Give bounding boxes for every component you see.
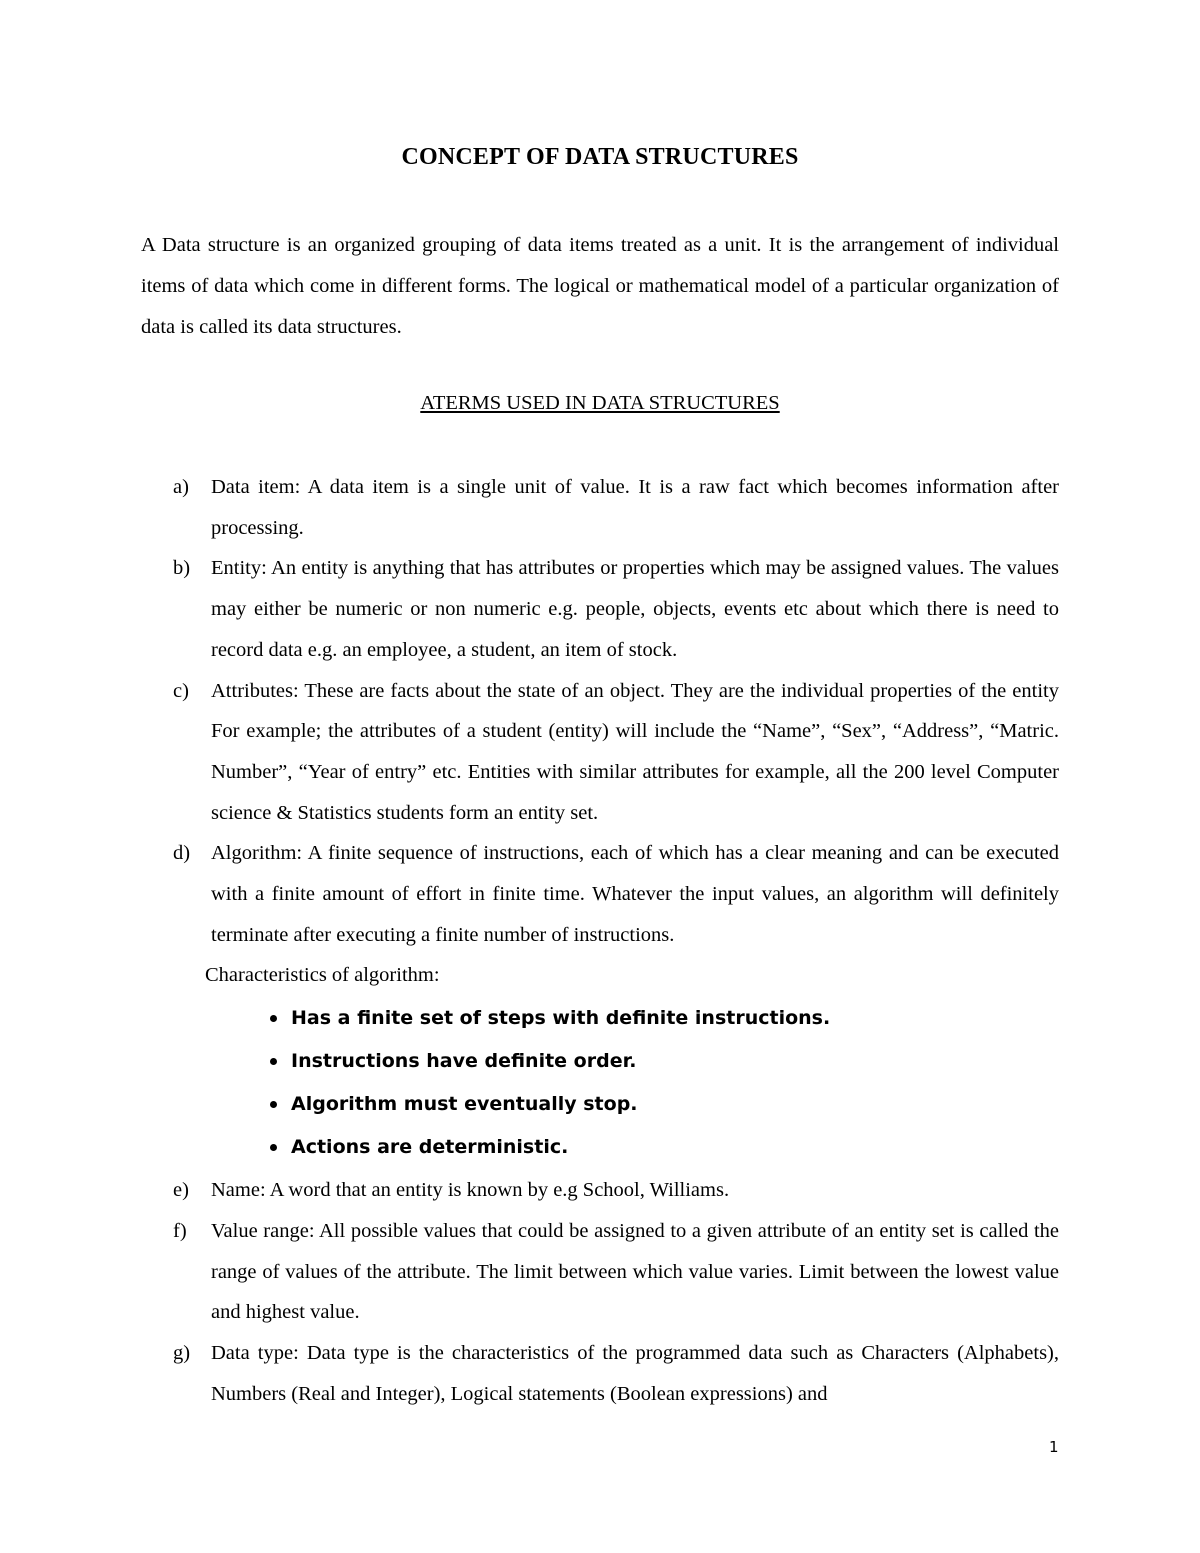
bullet-text: Has a finite set of steps with definite instructions. <box>291 1007 831 1030</box>
list-item <box>211 997 1059 1040</box>
characteristics-heading: Characteristics of algorithm: <box>205 964 440 987</box>
bullet-icon <box>270 1101 277 1108</box>
page-title: CONCEPT OF DATA STRUCTURES <box>401 144 799 170</box>
list-item <box>211 1083 1059 1126</box>
term-name <box>141 1170 1059 1211</box>
term-text: Name: A word that an entity is known by e.g School, Williams. <box>211 1179 730 1202</box>
list-marker: e) <box>173 1179 189 1202</box>
list-marker: g) <box>173 1341 191 1364</box>
term-text: Data type: Data type is the characteristics of the programmed data such as Characters (Alphabets), Numbers (Real and Integer), Logical statements (Boolean expressions) and <box>211 1341 1059 1405</box>
list-marker: b) <box>173 557 191 580</box>
list-marker: f) <box>173 1219 187 1242</box>
list-item <box>211 1126 1059 1169</box>
list-marker: c) <box>173 679 189 702</box>
list-marker: d) <box>173 842 191 865</box>
bullet-icon <box>270 1058 277 1065</box>
term-attributes <box>141 671 1059 834</box>
bullet-text: Algorithm must eventually stop. <box>291 1093 638 1116</box>
intro-paragraph: A Data structure is an organized grouping of data items treated as a unit. It is the arrangement of individual items of data which come in different forms. The logical or mathematical model of a particular organization of data is called its data structures. <box>141 234 1059 338</box>
term-data-item <box>141 467 1059 548</box>
bullet-text: Instructions have definite order. <box>291 1050 637 1073</box>
term-text: Algorithm: A finite sequence of instructions, each of which has a clear meaning and can be executed with a finite amount of effort in finite time. Whatever the input values, an algorithm will definitely terminate after executing a finite number of instructions. <box>211 842 1059 946</box>
term-entity <box>141 548 1059 670</box>
term-text: Data item: A data item is a single unit of value. It is a raw fact which becomes information after processing. <box>211 476 1059 539</box>
term-data-type <box>141 1333 1059 1414</box>
term-text: Entity: An entity is anything that has attributes or properties which may be assigned values. The values may either be numeric or non numeric e.g. people, objects, events etc about which there is need to record data e.g. an employee, a student, an item of stock. <box>211 557 1059 661</box>
page-number: 1 <box>1049 1438 1059 1456</box>
bullet-icon <box>270 1144 277 1151</box>
list-item <box>211 1040 1059 1083</box>
term-text: Value range: All possible values that could be assigned to a given attribute of an entity set is called the range of values of the attribute. The limit between which value varies. Limit between the lowest value and highest value. <box>211 1219 1059 1324</box>
section-heading: ATERMS USED IN DATA STRUCTURES <box>420 392 780 414</box>
term-value-range <box>141 1211 1059 1333</box>
terms-list <box>141 467 1059 1414</box>
bullet-icon <box>270 1015 277 1022</box>
bullet-text: Actions are deterministic. <box>291 1136 569 1159</box>
term-text: Attributes: These are facts about the state of an object. They are the individual properties of the entity For example; the attributes of a student (entity) will include the “Name”, “Sex”, “Address”, “Matric. Number”, “Year of entry” etc. Entities with similar attributes for example, all the 200 level Computer science & Statistics students form an entity set. <box>211 679 1059 824</box>
list-marker: a) <box>173 476 189 498</box>
term-algorithm <box>141 833 1059 1169</box>
characteristics-list <box>211 997 1059 1169</box>
